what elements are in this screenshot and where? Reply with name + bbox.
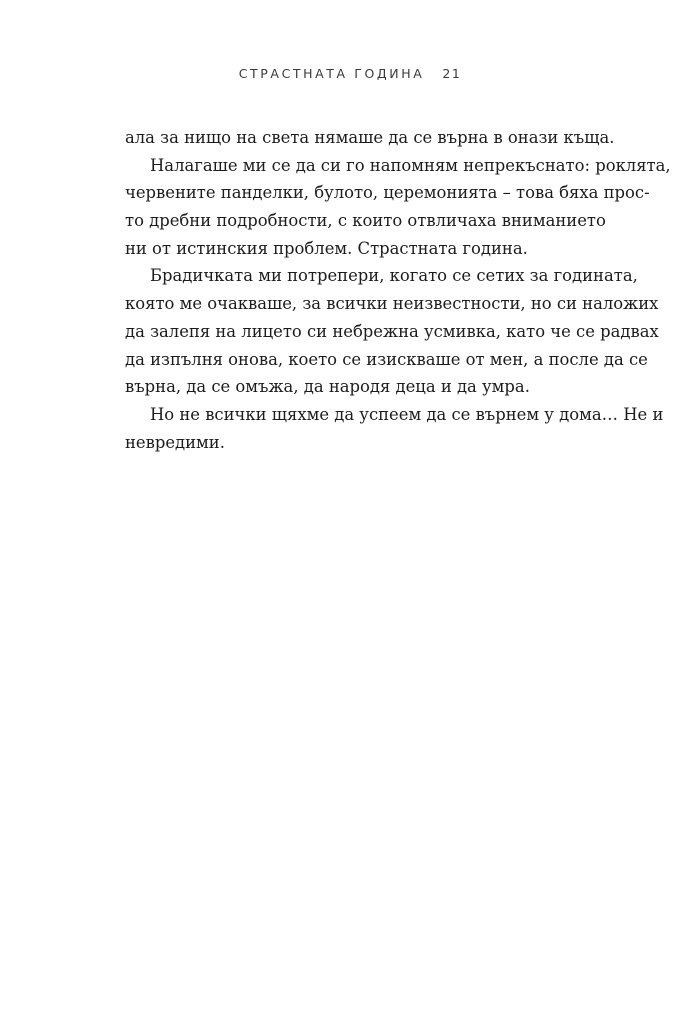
text-line: да изпълня онова, което се изискваше от мен, а после да се	[125, 349, 648, 369]
text-line: ала за нищо на света нямаше да се върна в онази къща.	[125, 128, 615, 147]
text-line: Но не всички щяхме да успеем да се върнем у дома… Не и	[150, 404, 664, 424]
text-line: червените панделки, булото, церемонията – това бяха прос-	[125, 183, 650, 203]
text-line: да залепя на лицето си небрежна усмивка, като че се радвах	[125, 321, 659, 341]
text-line: ни от истинския проблем. Страстната година.	[125, 238, 528, 258]
running-header	[0, 66, 700, 81]
text-line: то дребни подробности, с които отвличаха вниманието	[125, 211, 606, 231]
text-line: която ме очакваше, за всички неизвестности, но си наложих	[125, 294, 659, 314]
book-title: СТРАСТНАТА ГОДИНА	[238, 66, 425, 81]
text-line: Налагаше ми се да си го напомням непрекъснато: роклята,	[150, 155, 671, 175]
body-text	[125, 124, 671, 456]
text-line: невредими.	[125, 432, 225, 452]
text-line: върна, да се омъжа, да народя деца и да умра.	[125, 377, 530, 397]
page-number: 21	[442, 66, 462, 81]
text-line: Брадичката ми потрепери, когато се сетих за годината,	[150, 266, 638, 286]
